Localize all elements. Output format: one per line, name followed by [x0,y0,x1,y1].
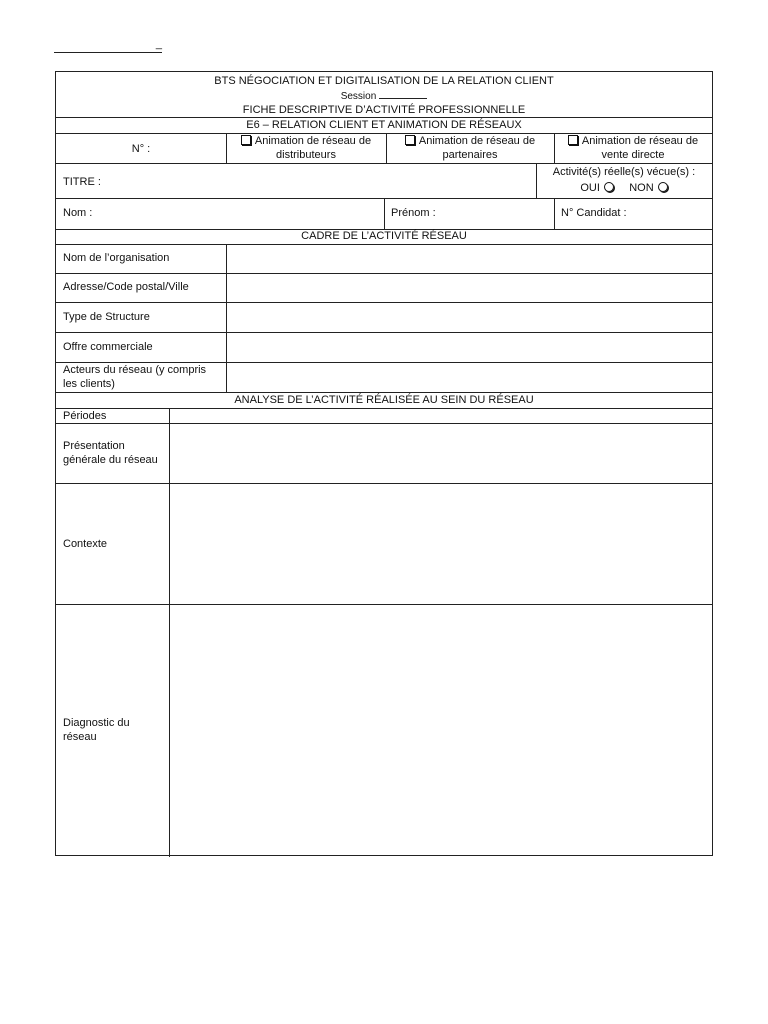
nom-label: Nom : [63,207,93,219]
cadre-field-offre[interactable] [227,333,712,362]
cadre-row-adresse: Adresse/Code postal/Ville [63,281,189,293]
candidat-label: N° Candidat : [561,207,627,219]
session-label: Session [340,91,377,102]
analyse-row-diagnostic: Diagnostic du réseau [63,717,130,743]
option-partenaires-label: Animation de réseau de partenaires [418,135,536,161]
form-title: BTS NÉGOCIATION ET DIGITALISATION DE LA RELATION CLIENT [214,75,554,87]
cadre-row-structure: Type de Structure [63,311,150,323]
cadre-heading: CADRE DE L’ACTIVITÉ RÉSEAU [301,230,467,242]
session-blank[interactable] [379,88,427,99]
no-label: NON [629,182,654,194]
analyse-row-periodes: Périodes [63,410,107,422]
option-vente-directe[interactable] [554,134,712,162]
checkbox-icon[interactable] [241,135,251,145]
title-label: TITRE : [63,176,101,188]
analyse-field-diagnostic[interactable] [170,605,712,855]
top-signature-line [54,38,162,53]
option-distributeurs-label: Animation de réseau de distributeurs [254,135,372,161]
form-subtitle: FICHE DESCRIPTIVE D’ACTIVITÉ PROFESSIONNELLE [242,104,526,116]
cadre-field-structure[interactable] [227,303,712,332]
option-partenaires[interactable] [386,134,554,162]
real-activity-choices [536,181,712,195]
cadre-row-offre: Offre commerciale [63,341,153,353]
prenom-label: Prénom : [391,207,436,219]
analyse-row-presentation: Présentation générale du réseau [63,440,158,466]
analyse-heading: ANALYSE DE L’ACTIVITÉ RÉALISÉE AU SEIN DU RÉSEAU [234,394,534,406]
session-line [56,88,712,104]
radio-yes-icon[interactable] [604,182,614,192]
cadre-row-organisation: Nom de l’organisation [63,252,170,264]
exam-title: E6 – RELATION CLIENT ET ANIMATION DE RÉSEAUX [246,119,522,131]
radio-no-icon[interactable] [658,182,668,192]
number-label: N° : [131,143,151,155]
option-vente-directe-label: Animation de réseau de vente directe [581,135,699,161]
top-dash: _ [155,38,162,50]
analyse-field-contexte[interactable] [170,484,712,604]
checkbox-icon[interactable] [568,135,578,145]
cadre-row-acteurs: Acteurs du réseau (y compris les clients) [63,364,207,390]
activity-form [55,71,713,856]
analyse-field-periodes[interactable] [170,409,712,423]
checkbox-icon[interactable] [405,135,415,145]
cadre-field-acteurs[interactable] [227,363,712,392]
option-distributeurs[interactable] [226,134,386,162]
cadre-field-adresse[interactable] [227,274,712,302]
real-activity-label: Activité(s) réelle(s) vécue(s) : [552,166,696,178]
cadre-field-organisation[interactable] [227,245,712,273]
yes-label: OUI [580,182,600,194]
analyse-row-contexte: Contexte [63,538,108,550]
analyse-field-presentation[interactable] [170,424,712,483]
